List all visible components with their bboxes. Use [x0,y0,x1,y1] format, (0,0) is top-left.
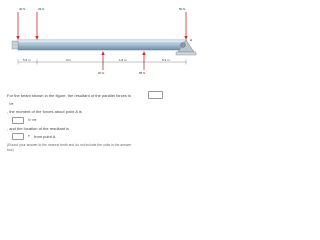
force-arrow-40 [16,12,19,40]
unit-n-dropdown-icon[interactable] [9,102,13,106]
question-line-1: For the beam shown in the figure, the resultant of the parallel forces is [7,93,131,98]
force-label-20: 20 N [98,71,105,75]
force-label-40: 40 N [19,7,26,11]
resultant-answer-box[interactable] [148,91,163,99]
chevron-down-icon: ▾ [11,102,14,106]
chevron-down-icon: ▾ [28,134,30,138]
unit-nm-label: N·m [28,118,35,122]
force-label-50: 50 N [179,7,186,11]
dim-label-3: 1.8 m [119,58,127,62]
question-line-2: , the moment of the forces about point A is [7,109,82,114]
location-answer-box[interactable] [12,133,24,140]
question-line-5: from point A. [34,134,57,139]
chevron-down-icon: ▾ [34,118,37,122]
force-label-85: 85 N [139,71,146,75]
beam-figure [0,0,200,90]
dim-label-4: 5.3 m [162,58,170,62]
dim-label-2: 9 m [66,58,72,62]
rounding-note-2: box) [7,148,14,152]
point-a-label: A [190,38,193,42]
rounding-note-1: (Round your answer to the nearest tenth and do not include the units in the answer [7,143,132,147]
dim-label-1: 5.6 m [23,58,31,62]
moment-answer-box[interactable] [12,117,24,124]
left-support-icon [12,41,18,49]
force-label-25: 25 N [38,7,45,11]
force-arrow-50 [184,12,187,40]
dimension-line [18,60,186,65]
unit-m-dropdown-icon[interactable] [28,134,30,138]
force-arrow-25 [35,12,38,40]
unit-n-label: N [9,102,12,106]
question-line-4: , and the location of the resultant is [7,126,70,131]
unit-nm-dropdown-icon[interactable] [28,118,36,122]
